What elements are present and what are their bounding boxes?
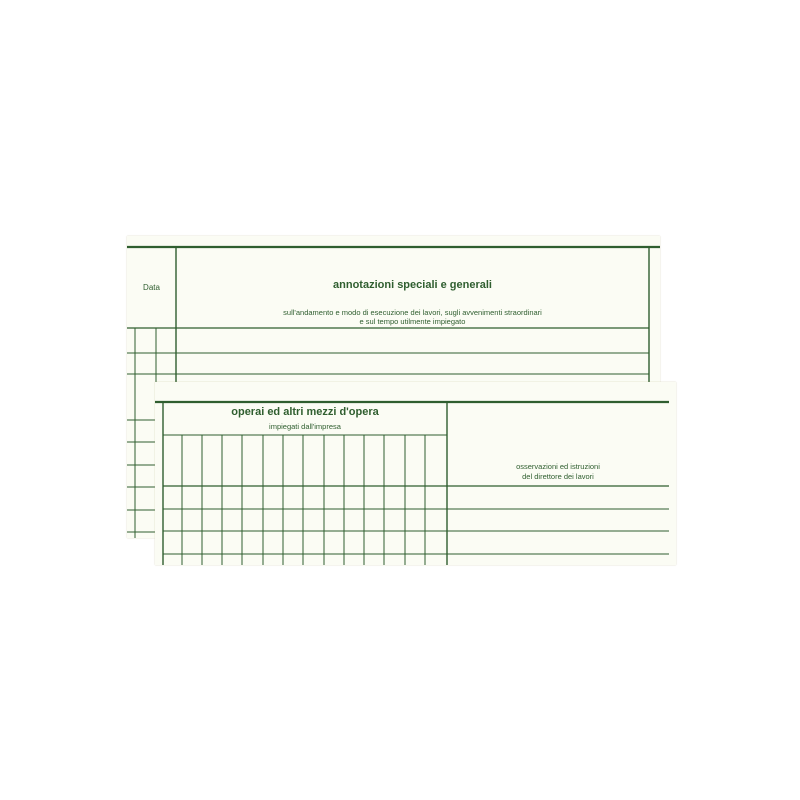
director-notes-title-line1: osservazioni ed istruzioni [516,462,600,471]
director-notes-title-line2: del direttore dei lavori [522,472,594,481]
annotations-title: annotazioni speciali e generali [333,279,492,291]
workers-title: operai ed altri mezzi d'opera [231,406,379,418]
annotations-subtitle-line2: e sul tempo utilmente impiegato [359,317,466,326]
workers-subtitle: impiegati dall'impresa [269,422,341,431]
annotations-subtitle-line1: sull'andamento e modo di esecuzione dei lavori, sugli avvenimenti straordinari [283,308,542,317]
front-form-sheet [155,382,676,565]
date-column-label: Data [143,283,160,292]
